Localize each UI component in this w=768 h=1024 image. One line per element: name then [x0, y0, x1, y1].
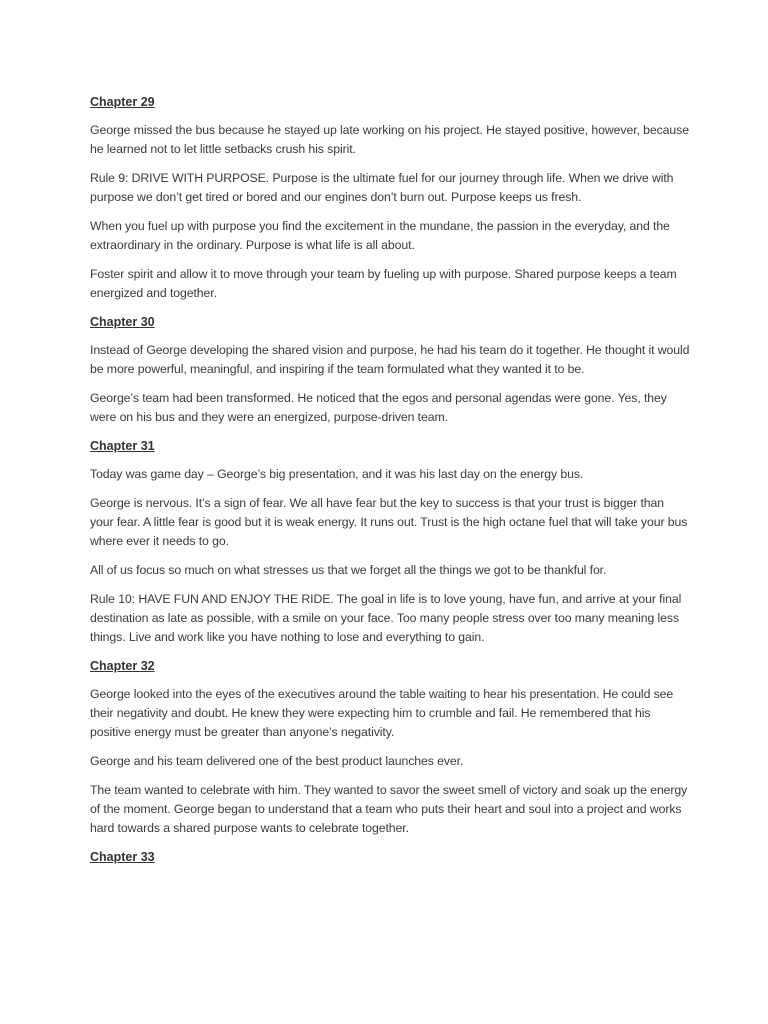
paragraph: Foster spirit and allow it to move through your team by fueling up with purpose. Shared purpose keeps a team energized and together.: [90, 267, 677, 300]
paragraph: Rule 10: HAVE FUN AND ENJOY THE RIDE. The goal in life is to love young, have fun, and arrive at your final destination as late as possible, with a smile on your face. Too many people stress over too many meaning less things. Live and work like you have nothing to lose and everything to gain.: [90, 592, 682, 644]
document-page: [90, 93, 690, 876]
paragraph: George and his team delivered one of the best product launches ever.: [90, 754, 464, 768]
chapter-heading: Chapter 33: [90, 850, 155, 864]
paragraph: Instead of George developing the shared vision and purpose, he had his team do it together. He thought it would be more powerful, meaningful, and inspiring if the team formulated what they wanted it to be.: [90, 343, 690, 376]
paragraph: George’s team had been transformed. He noticed that the egos and personal agendas were gone. Yes, they were on his bus and they were an energized, purpose-driven team.: [90, 391, 667, 424]
paragraph: Rule 9: DRIVE WITH PURPOSE. Purpose is the ultimate fuel for our journey through life. When we drive with purpose we don’t get tired or bored and our engines don’t burn out. Purpose keeps us fresh.: [90, 171, 674, 204]
chapter-heading: Chapter 32: [90, 659, 155, 673]
paragraph: The team wanted to celebrate with him. They wanted to savor the sweet smell of victory and soak up the energy of the moment. George began to understand that a team who puts their heart and soul into a project and works hard towards a shared purpose wants to celebrate together.: [90, 783, 688, 835]
section-chapter-30: [90, 313, 690, 427]
section-chapter-32: [90, 657, 690, 838]
paragraph: George looked into the eyes of the executives around the table waiting to hear his presentation. He could see their negativity and doubt. He knew they were expecting him to crumble and fail. He remembered that his positive energy must be greater than anyone’s negativity.: [90, 687, 674, 739]
chapter-heading: Chapter 29: [90, 95, 155, 109]
paragraph: George missed the bus because he stayed up late working on his project. He stayed positive, however, because he learned not to let little setbacks crush his spirit.: [90, 123, 689, 156]
section-chapter-33: [90, 848, 690, 867]
paragraph: When you fuel up with purpose you find the excitement in the mundane, the passion in the everyday, and the extraordinary in the ordinary. Purpose is what life is all about.: [90, 219, 670, 252]
paragraph: Today was game day – George’s big presentation, and it was his last day on the energy bus.: [90, 467, 584, 481]
section-chapter-29: [90, 93, 690, 303]
paragraph: All of us focus so much on what stresses us that we forget all the things we got to be thankful for.: [90, 563, 607, 577]
chapter-heading: Chapter 30: [90, 315, 155, 329]
section-chapter-31: [90, 437, 690, 647]
chapter-heading: Chapter 31: [90, 439, 155, 453]
paragraph: George is nervous. It’s a sign of fear. We all have fear but the key to success is that your trust is bigger than your fear. A little fear is good but it is weak energy. It runs out. Trust is the high octane fuel that will take your bus where ever it needs to go.: [90, 496, 688, 548]
